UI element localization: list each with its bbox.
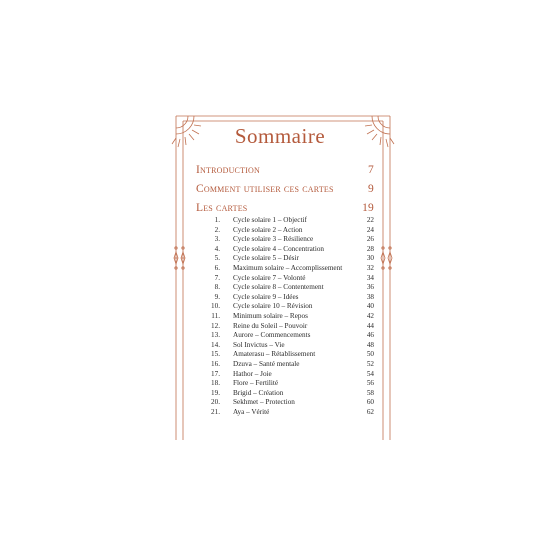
- toc-entry[interactable]: [196, 322, 374, 332]
- entry-number: 17.: [211, 369, 220, 378]
- entry-page: 48: [366, 340, 374, 349]
- entry-page: 26: [366, 235, 374, 244]
- entry-page: 54: [366, 369, 374, 378]
- entry-page: 24: [366, 225, 374, 234]
- entry-number: 15.: [211, 350, 220, 359]
- entry-number: 1.: [214, 216, 220, 224]
- entry-number: 2.: [214, 225, 220, 234]
- entry-title: Cycle solaire 5 – Désir: [233, 254, 299, 263]
- entry-number: 12.: [211, 321, 220, 330]
- entry-title: Aurore – Commencements: [233, 331, 311, 340]
- entry-number: 13.: [211, 331, 220, 340]
- entry-page: 44: [366, 321, 374, 330]
- section-page: 7: [368, 164, 374, 176]
- entry-title: Brigid – Création: [233, 388, 284, 397]
- toc-entry[interactable]: [196, 293, 374, 303]
- entry-title: Cycle solaire 1 – Objectif: [233, 216, 307, 224]
- toc-entry[interactable]: [196, 379, 374, 389]
- entry-number: 14.: [211, 340, 220, 349]
- toc-entry[interactable]: [196, 245, 374, 255]
- entry-page: 30: [366, 254, 374, 263]
- entry-page: 28: [366, 244, 374, 253]
- entry-number: 21.: [211, 407, 220, 416]
- toc-section-usage[interactable]: [196, 183, 374, 199]
- toc-entry[interactable]: [196, 226, 374, 236]
- section-page: 19: [362, 202, 374, 214]
- entry-title: Aya – Vérité: [233, 407, 270, 416]
- toc-entry[interactable]: [196, 350, 374, 360]
- entry-title: Flore – Fertilité: [233, 379, 279, 388]
- entry-title: Maximum solaire – Accomplissement: [233, 263, 343, 272]
- entry-number: 3.: [214, 235, 220, 244]
- toc-entry[interactable]: [196, 360, 374, 370]
- section-label: Les cartes: [196, 202, 248, 214]
- toc-entry[interactable]: [196, 283, 374, 293]
- entry-page: 56: [366, 379, 374, 388]
- section-label: Comment utiliser ces cartes: [196, 183, 334, 195]
- entry-title: Cycle solaire 3 – Résilience: [233, 235, 314, 244]
- toc-entry[interactable]: [196, 264, 374, 274]
- entry-page: 42: [366, 311, 374, 320]
- entry-number: 11.: [211, 311, 220, 320]
- entry-title: Reine du Soleil – Pouvoir: [233, 321, 308, 330]
- toc-entry[interactable]: [196, 331, 374, 341]
- toc-entry[interactable]: [196, 274, 374, 284]
- entry-number: 4.: [214, 244, 220, 253]
- entry-page: 46: [366, 331, 374, 340]
- entry-title: Cycle solaire 7 – Volonté: [233, 273, 306, 282]
- entry-page: 58: [366, 388, 374, 397]
- entry-page: 62: [366, 407, 374, 416]
- toc-entry[interactable]: [196, 254, 374, 264]
- entry-title: Cycle solaire 9 – Idées: [233, 292, 299, 301]
- toc-entry[interactable]: [196, 302, 374, 312]
- entry-number: 10.: [211, 302, 220, 311]
- entry-page: 38: [366, 292, 374, 301]
- toc-entry[interactable]: [196, 235, 374, 245]
- entry-title: Cycle solaire 4 – Concentration: [233, 244, 325, 253]
- toc-section-introduction[interactable]: [196, 164, 374, 180]
- entry-page: 40: [366, 302, 374, 311]
- entry-page: 32: [366, 263, 374, 272]
- toc-entry[interactable]: [196, 370, 374, 380]
- entry-title: Dzuva – Santé mentale: [233, 359, 300, 368]
- table-of-contents: [196, 216, 374, 417]
- entry-title: Cycle solaire 10 – Révision: [233, 302, 313, 311]
- toc-entry[interactable]: [196, 389, 374, 399]
- entry-page: 36: [366, 283, 374, 292]
- entry-number: 8.: [214, 283, 220, 292]
- entry-number: 9.: [214, 292, 220, 301]
- entry-page: 52: [366, 359, 374, 368]
- entry-title: Minimum solaire – Repos: [233, 311, 308, 320]
- section-page: 9: [368, 183, 374, 195]
- entry-page: 60: [366, 398, 374, 407]
- entry-page: 22: [366, 216, 374, 224]
- entry-number: 6.: [214, 263, 220, 272]
- page-title: Sommaire: [234, 124, 326, 148]
- section-label: Introduction: [196, 164, 261, 176]
- entry-number: 18.: [211, 379, 220, 388]
- entry-title: Sekhmet – Protection: [233, 398, 295, 407]
- entry-title: Amaterasu – Rétablissement: [233, 350, 316, 359]
- toc-entry[interactable]: [196, 408, 374, 418]
- entry-number: 7.: [214, 273, 220, 282]
- entry-page: 34: [366, 273, 374, 282]
- toc-entry[interactable]: [196, 216, 374, 226]
- toc-entry[interactable]: [196, 398, 374, 408]
- entry-number: 20.: [211, 398, 220, 407]
- entry-title: Hathor – Joie: [233, 369, 272, 378]
- entry-title: Cycle solaire 2 – Action: [233, 225, 303, 234]
- toc-entry[interactable]: [196, 341, 374, 351]
- entry-number: 5.: [214, 254, 220, 263]
- entry-page: 50: [366, 350, 374, 359]
- entry-number: 16.: [211, 359, 220, 368]
- toc-entry[interactable]: [196, 312, 374, 322]
- entry-title: Cycle solaire 8 – Contentement: [233, 283, 324, 292]
- entry-title: Sol Invictus – Vie: [233, 340, 285, 349]
- entry-number: 19.: [211, 388, 220, 397]
